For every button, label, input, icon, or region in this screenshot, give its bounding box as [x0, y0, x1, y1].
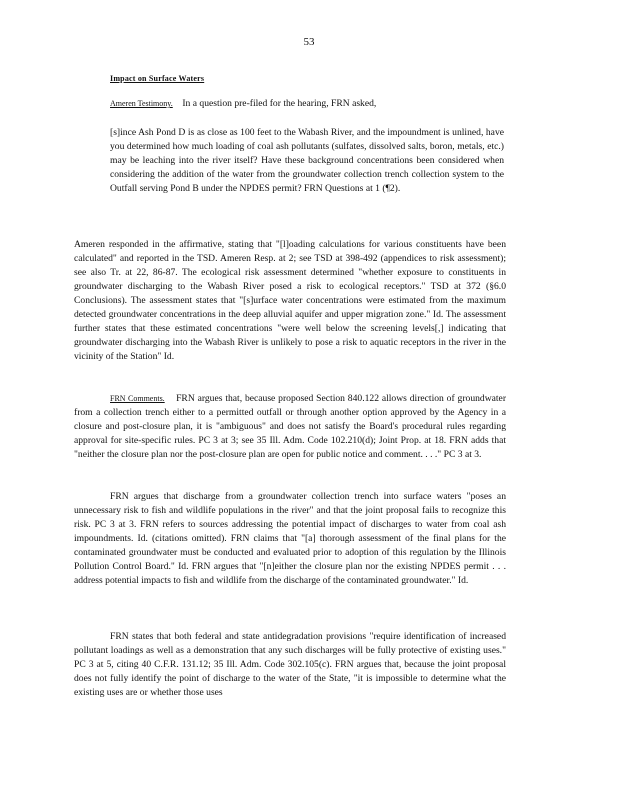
paragraph-frn-risk-text: FRN argues that discharge from a groundwater collection trench into surface waters "poses an unnecessary risk to fish and wildlife populations in the river" and that the joint proposal fails to recognize this risk. PC 3 at 3. FRN refers to sources addressing the potential impact of discharges to water from coal ash impoundments. Id. (citations omitted). FRN claims that "[a] thorough assessment of the final plans for the contaminated groundwater must be conducted and evaluated prior to adoption of this regulation by the Illinois Pollution Control Board." Id. FRN argues that "[n]either the closure plan nor the existing NPDES permit . . . address potential impacts to fish and wildlife from the discharge of the contaminated groundwater." Id. — [74, 491, 506, 586]
ameren-intro-text: In a question pre-filed for the hearing, FRN asked, — [182, 98, 377, 109]
paragraph-ameren-response-text: Ameren responded in the affirmative, stating that "[l]oading calculations for various constituents have been calculated" and reported in the TSD. Ameren Resp. at 2; see TSD at 398-492 (appendices to risk assessment); see also Tr. at 22, 86-87. The ecological risk assessment determined "whether exposure to constituents in groundwater discharging to the Wabash River posed a risk to ecological receptors." TSD at 372 (§6.0 Conclusions). The assessment states that "[s]urface water concentrations were estimated from the maximum detected groundwater concentrations in the deep alluvial aquifer and upper migration zone." Id. The assessment further states that these estimated concentrations "were well below the screening levels[,] indicating that groundwater discharging into the Wabash River is unlikely to pose a risk to aquatic receptors in the river in the vicinity of the Station" Id. — [74, 239, 506, 362]
frn-comments-text: FRN argues that, because proposed Section 840.122 allows direction of groundwater from a collection trench either to a permitted outfall or through another option approved by the Agency in a closure and post-closure plan, it is "ambiguous" and does not satisfy the Board's procedural rules regarding approval for site-specific rules. PC 3 at 3; see 35 Ill. Adm. Code 102.210(d); Joint Prop. at 18. FRN adds that "neither the closure plan nor the post-closure plan are open for public notice and comment. . . ." PC 3 at 3. — [74, 393, 507, 460]
paragraph-frn-antidegradation-text: FRN states that both federal and state antidegradation provisions "require identification of increased pollutant loadings as well as a demonstration that any such discharges will be fully protective of existing uses." PC 3 at 5, citing 40 C.F.R. 131.12; 35 Ill. Adm. Code 302.105(c). FRN argues that, because the joint proposal does not fully identify the point of discharge to the water of the State, "it is impossible to determine what the existing uses are or whether those uses — [74, 631, 506, 698]
frn-comments-label: FRN Comments. — [110, 394, 165, 403]
block-quote-text: [s]ince Ash Pond D is as close as 100 feet to the Wabash River, and the impoundment is unlined, have you determined how much loading of coal ash pollutants (sulfates, dissolved salts, boron, metals, etc.) may be leaching into the river itself? Have these background concentrations been considered when considering the addition of the water from the groundwater collection trench collection system to the Outfall serving Pond B under the NPDES permit? FRN Questions at 1 (¶2). — [110, 127, 504, 194]
ameren-testimony-label: Ameren Testimony. — [110, 99, 173, 108]
section-heading: Impact on Surface Waters — [110, 74, 205, 83]
page-number: 53 — [303, 36, 315, 48]
paragraph-frn-comments — [74, 392, 506, 462]
paragraph-frn-risk — [74, 490, 506, 588]
ameren-testimony-intro — [110, 97, 505, 111]
block-quote — [110, 126, 504, 196]
paragraph-frn-antidegradation — [74, 630, 506, 700]
paragraph-ameren-response — [74, 238, 506, 364]
